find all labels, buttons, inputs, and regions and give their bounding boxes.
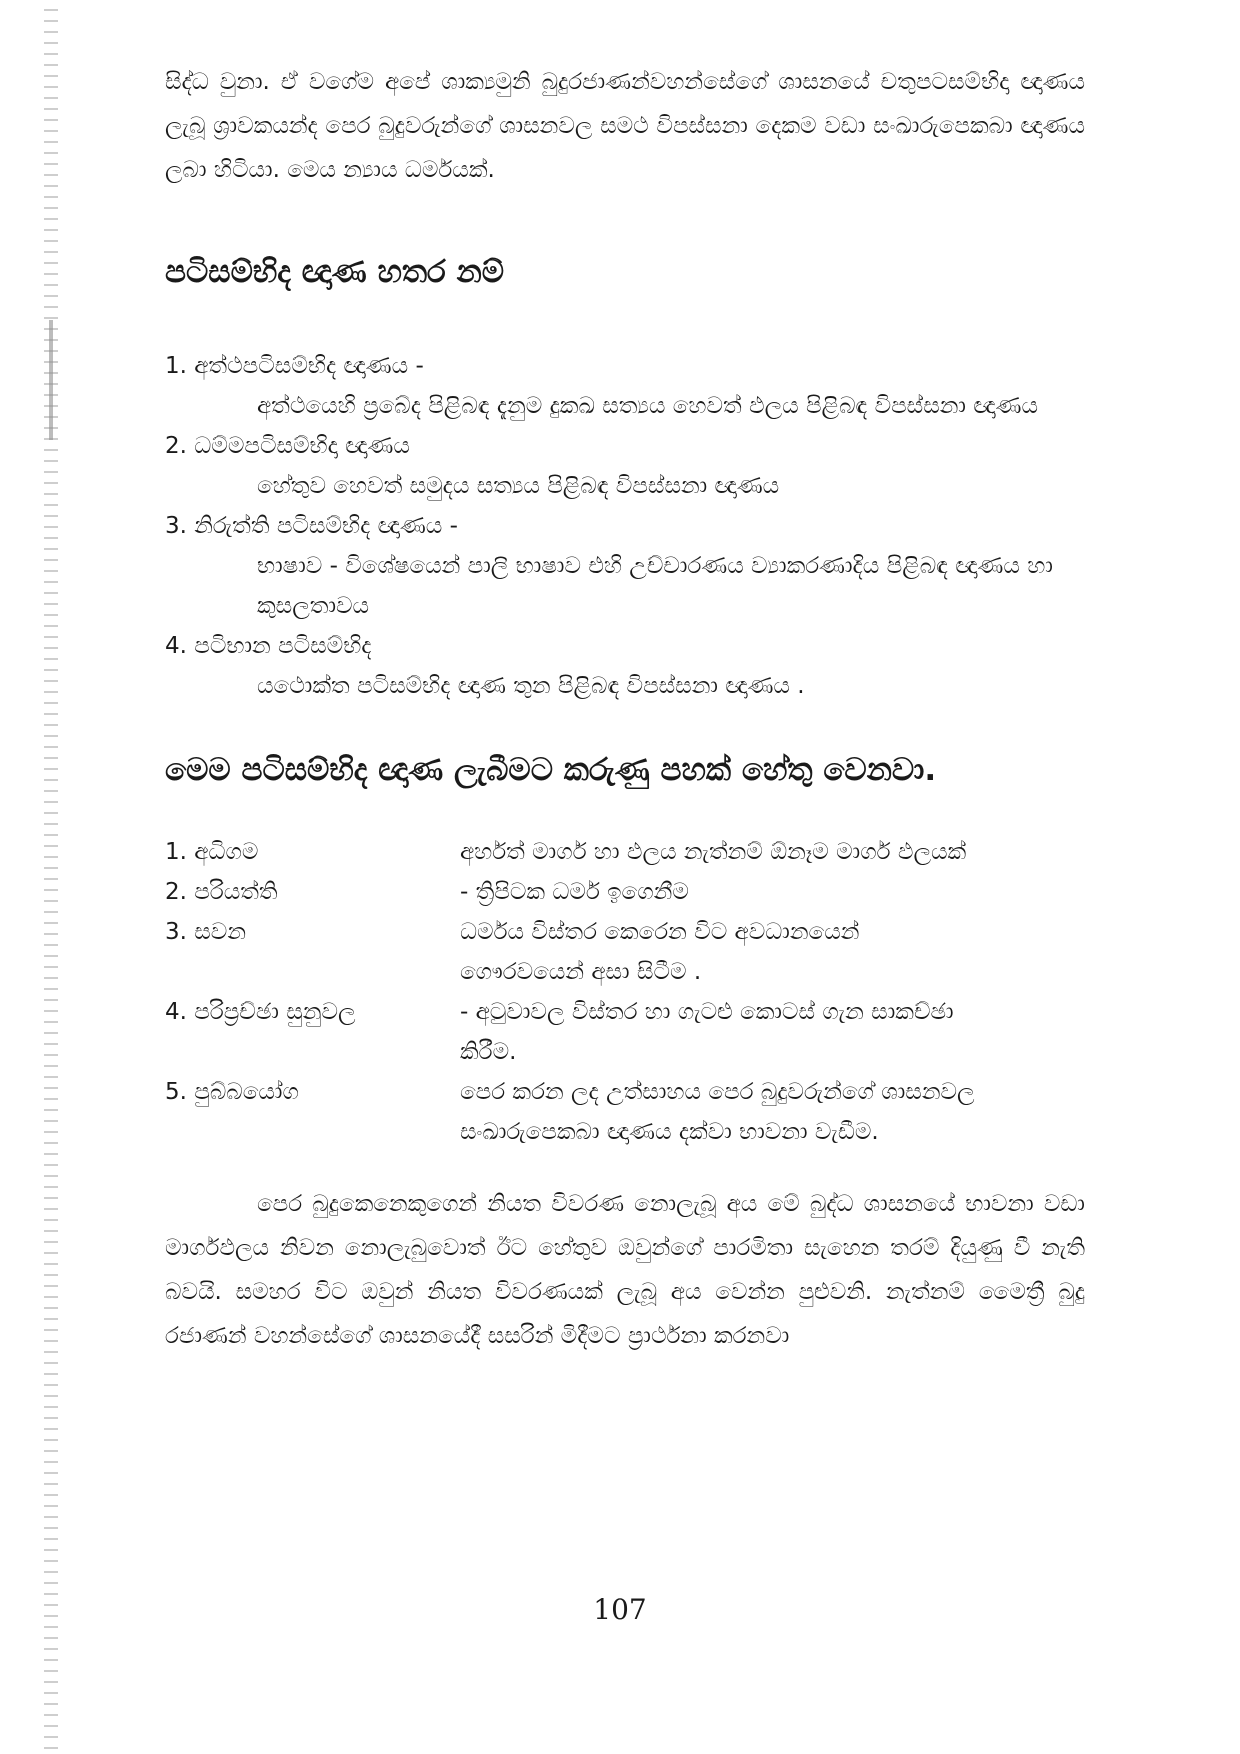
- list-item: [165, 426, 1085, 506]
- section-heading-five-causes: මෙම පටිසම්භිද ඥාණ ලැබීමට කරුණු පහක් හේතු වෙනවා.: [165, 752, 937, 788]
- list-item-description: අත්ථයෙහි ප්‍රබේද පිළිබඳ දැනුම දුකඛ සත්‍යය හෙවත් ඵලය පිළිබඳ විපස්සනා ඥාණය: [257, 393, 1038, 419]
- page-number: 107: [593, 1593, 647, 1626]
- cause-term: 4. පරිප්‍රච්ඡා සුනුවල: [165, 999, 356, 1025]
- list-item: [165, 506, 1085, 626]
- list-item-title: 2. ධම්මපටිසම්භිදා ඥාණය: [165, 433, 410, 459]
- cause-row: [165, 912, 1085, 992]
- list-item-title: 1. අත්ථපටිසම්භිද ඥාණය -: [165, 353, 424, 379]
- cause-description: - අටුවාවල විස්තර හා ගැටළු කොටස් ගැන සාකච්ඡා කිරීම.: [460, 999, 954, 1065]
- cause-term: 5. පුබ්බයෝග: [165, 1079, 299, 1105]
- causes-list: [165, 832, 1085, 1152]
- section-heading-patisambhida: පටිසම්භිද ඥාණ හතර නම්: [165, 254, 505, 290]
- list-item-description: භාෂාව - විශේෂයෙන් පාලි භාෂාව එහි උච්චාරණය ව්‍යාකරණාදිය පිළිබඳ ඥාණය හා කුසලතාවය: [257, 553, 1053, 619]
- cause-description: - ත්‍රිපිටක ධර්ම ඉගෙනීම: [460, 879, 689, 905]
- list-item-description: හේතුව හෙවත් සමුදය සත්‍යය පිළිබඳ විපස්සනා ඥාණය: [257, 473, 780, 499]
- cause-term: 2. පරියත්ති: [165, 879, 278, 905]
- cause-row: [165, 832, 1085, 872]
- cause-term: 1. අධිගම: [165, 839, 259, 865]
- list-item: [165, 346, 1085, 426]
- list-item-title: 4. පටිභාන පටිසම්භිද: [165, 633, 372, 659]
- list-item: [165, 626, 1085, 706]
- list-item-description: යථොක්ත පටිසම්භිද ඥාණ තුන පිළිබඳ විපස්සනා ඥාණය .: [257, 673, 805, 699]
- scan-binding-edge: [44, 0, 58, 1754]
- list-item-title: 3. නිරුත්ති පටිසම්භිද ඥාණය -: [165, 513, 458, 539]
- patisambhida-list: [165, 346, 1085, 706]
- document-page: [165, 60, 1085, 1358]
- cause-description: පෙර කරන ලද උත්සාහය පෙර බුදුවරුන්ගේ ශාසනවල සංඛාරුපෙකබා ඥාණය දක්වා භාවනා වැඩීම.: [460, 1079, 975, 1145]
- cause-row: [165, 992, 1085, 1072]
- cause-description: අර්හත් මාර්ග හා ඵලය නැත්නම් ඕනෑම මාර්ග ඵලයක්: [460, 839, 967, 865]
- cause-row: [165, 1072, 1085, 1152]
- intro-paragraph: සිද්ධ වුනා. ඒ වගේම අපේ ශාක්‍යමුනි බුදුරජාණන්වහන්සේගේ ශාසනයේ චතුපටසම්භිදා ඥාණය ලැබූ ශ්‍රාවකයන්ද පෙර බුදුවරුන්ගේ ශාසනවල සමථ විපස්සනා දෙකම වඩා සංඛාරුපෙකබා ඥාණය ලබා හිටියා. මෙය න්‍යාය ධර්මයක්.: [165, 69, 1085, 183]
- cause-term: 3. සවන: [165, 919, 247, 945]
- cause-row: [165, 872, 1085, 912]
- cause-description: ධර්මය විස්තර කෙරෙන විට අවධානයෙන් ගෞරවයෙන් අසා සිටීම .: [460, 919, 860, 985]
- closing-paragraph: පෙර බුදුකෙනෙකුගෙන් නියත විවරණ නොලැබූ අය මේ බුද්ධ ශාසනයේ භාවනා වඩා මාර්ගඵලය නිවන නොලැබුවොත් ඊට හේතුව ඔවුන්ගේ පාරමිතා සැහෙන තරම් දියුණු වී නැති බවයි. සමහර විට ඔවුන් නියත විවරණයක් ලැබූ අය වෙන්න පුළුවනි. නැත්නම් මෛත්‍රී බුදු රජාණන් වහන්සේගේ ශාසනයේදී සසරින් මිදීමට ප්‍රාර්ථනා කරනවා: [165, 1191, 1085, 1349]
